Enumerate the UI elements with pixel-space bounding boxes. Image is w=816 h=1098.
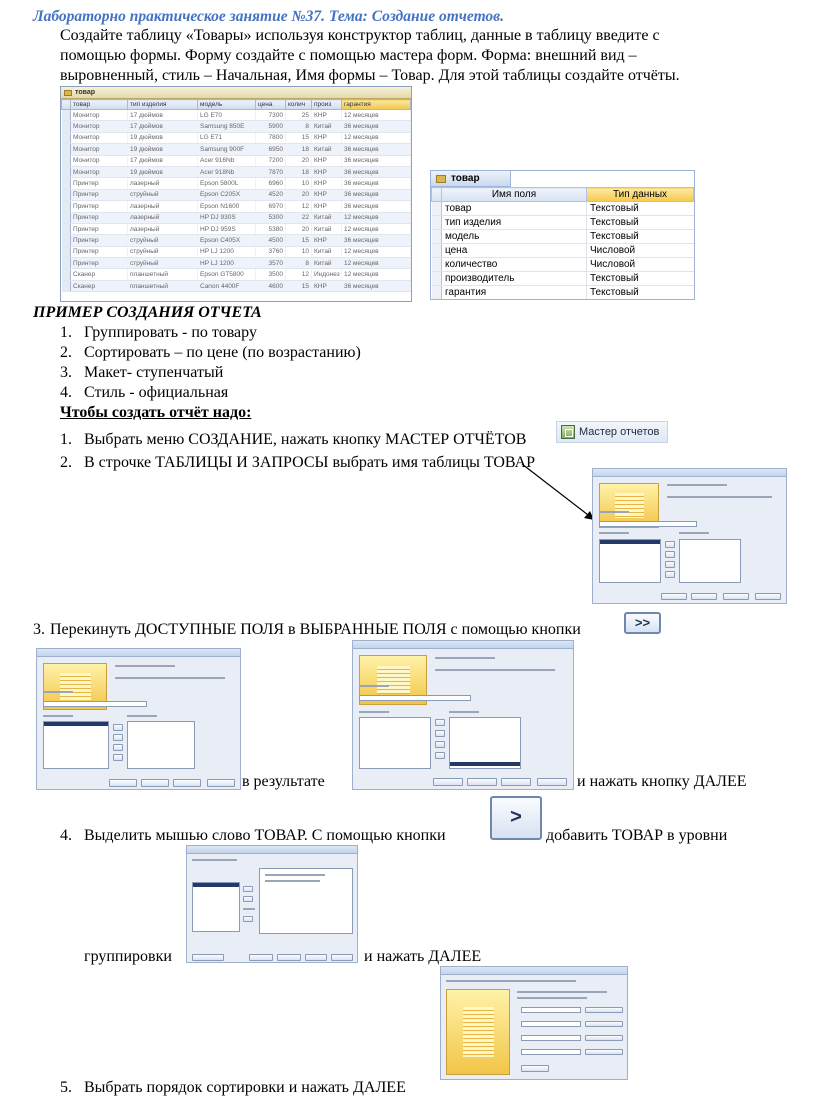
table-cell: 7870 bbox=[256, 166, 286, 177]
table-row bbox=[62, 189, 411, 200]
table-cell: Epson GT5800 bbox=[198, 269, 256, 280]
table-cell: 7300 bbox=[256, 110, 286, 121]
example-heading: ПРИМЕР СОЗДАНИЯ ОТЧЕТА bbox=[33, 304, 262, 321]
table-cell: Китай bbox=[312, 246, 342, 257]
table-cell: Принтер bbox=[71, 235, 128, 246]
col-header: Тип данных bbox=[587, 188, 694, 202]
field-name-cell: товар bbox=[442, 202, 587, 216]
col-header: тип изделия bbox=[128, 100, 198, 110]
table-cell: Samsung 850E bbox=[198, 121, 256, 132]
field-name-cell: тип изделия bbox=[442, 216, 587, 230]
table-cell: 25 bbox=[286, 110, 312, 121]
data-type-cell: Числовой bbox=[587, 258, 694, 272]
field-name-cell: цена bbox=[442, 244, 587, 258]
table-cell: лазерный bbox=[128, 212, 198, 223]
table-cell: лазерный bbox=[128, 223, 198, 234]
sorting-dialog bbox=[440, 966, 628, 1080]
data-type-cell: Текстовый bbox=[587, 216, 694, 230]
table-cell: HP DJ 930S bbox=[198, 212, 256, 223]
table-row bbox=[62, 223, 411, 234]
table-cell: LG E71 bbox=[198, 132, 256, 143]
data-type-cell: Текстовый bbox=[587, 230, 694, 244]
table-cell: Acer 916Nb bbox=[198, 155, 256, 166]
table-row bbox=[62, 121, 411, 132]
table-cell: 19 дюймов bbox=[128, 132, 198, 143]
table-row bbox=[432, 244, 694, 258]
field-name-cell: модель bbox=[442, 230, 587, 244]
table-cell: КНР bbox=[312, 132, 342, 143]
table-cell: 4500 bbox=[256, 235, 286, 246]
table-cell: Принтер bbox=[71, 212, 128, 223]
table-cell: Принтер bbox=[71, 189, 128, 200]
table-cell: КНР bbox=[312, 166, 342, 177]
table-cell: 4600 bbox=[256, 280, 286, 291]
table-cell: Принтер bbox=[71, 258, 128, 269]
table-cell: 6970 bbox=[256, 201, 286, 212]
step-4-group: группировки bbox=[84, 948, 172, 965]
pointer-arrow-icon bbox=[520, 462, 600, 526]
table-cell: Epson N1600 bbox=[198, 201, 256, 212]
table-cell: Samsung 900F bbox=[198, 144, 256, 155]
example-item: 1. Группировать - по товару bbox=[60, 324, 257, 341]
table-cell: Принтер bbox=[71, 246, 128, 257]
table-cell: 20 bbox=[286, 155, 312, 166]
table-cell: LG E70 bbox=[198, 110, 256, 121]
table-cell: струйный bbox=[128, 189, 198, 200]
table-cell: 36 месяцев bbox=[342, 166, 411, 177]
table-cell: 20 bbox=[286, 223, 312, 234]
report-wizard-dialog bbox=[592, 468, 787, 604]
table-row bbox=[62, 280, 411, 291]
example-item: 3. Макет- ступенчатый bbox=[60, 364, 224, 381]
report-wizard-button[interactable]: Мастер отчетов bbox=[556, 421, 668, 443]
table-row bbox=[62, 178, 411, 189]
step-3: 3. Перекинуть ДОСТУПНЫЕ ПОЛЯ в ВЫБРАННЫЕ ПОЛЯ с помощью кнопки bbox=[33, 621, 581, 638]
table-cell: Acer 918Nb bbox=[198, 166, 256, 177]
wizard-dialog-before bbox=[36, 648, 241, 790]
table-row bbox=[62, 235, 411, 246]
table-cell: Индонез bbox=[312, 269, 342, 280]
design-table bbox=[431, 187, 694, 300]
table-cell: Монитор bbox=[71, 144, 128, 155]
report-wizard-icon bbox=[561, 425, 575, 439]
table-cell: 12 месяцев bbox=[342, 258, 411, 269]
col-header: модель bbox=[198, 100, 256, 110]
table-cell: лазерный bbox=[128, 201, 198, 212]
table-cell: 3570 bbox=[256, 258, 286, 269]
table-cell: 36 месяцев bbox=[342, 201, 411, 212]
table-cell: КНР bbox=[312, 235, 342, 246]
table-cell: 12 месяцев bbox=[342, 269, 411, 280]
table-cell: HP LJ 1200 bbox=[198, 246, 256, 257]
table-cell: Epson 5800L bbox=[198, 178, 256, 189]
table-cell: 6960 bbox=[256, 178, 286, 189]
table-cell: Монитор bbox=[71, 110, 128, 121]
howto-heading: Чтобы создать отчёт надо: bbox=[60, 404, 252, 421]
col-header: цена bbox=[256, 100, 286, 110]
data-type-cell: Текстовый bbox=[587, 286, 694, 300]
table-row bbox=[62, 166, 411, 177]
table-cell: КНР bbox=[312, 178, 342, 189]
table-cell: Epson C405X bbox=[198, 235, 256, 246]
step-3-next: и нажать кнопку ДАЛЕЕ bbox=[577, 773, 747, 790]
col-header: гарантия bbox=[342, 100, 411, 110]
table-row bbox=[432, 272, 694, 286]
table-cell: 5900 bbox=[256, 121, 286, 132]
datasheet-table bbox=[61, 99, 411, 292]
table-cell: 10 bbox=[286, 246, 312, 257]
page-title: Лабораторно практическое занятие №37. Тема: Создание отчетов. bbox=[33, 8, 504, 25]
field-name-cell: гарантия bbox=[442, 286, 587, 300]
step-1: 1. Выбрать меню СОЗДАНИЕ, нажать кнопку МАСТЕР ОТЧЁТОВ bbox=[60, 431, 527, 448]
table-cell: Китай bbox=[312, 121, 342, 132]
table-cell: 3760 bbox=[256, 246, 286, 257]
table-cell: лазерный bbox=[128, 178, 198, 189]
datasheet-screenshot bbox=[60, 86, 412, 302]
table-row bbox=[62, 110, 411, 121]
table-cell: 19 дюймов bbox=[128, 166, 198, 177]
table-cell: струйный bbox=[128, 246, 198, 257]
table-cell: 12 месяцев bbox=[342, 223, 411, 234]
table-row bbox=[432, 216, 694, 230]
data-type-cell: Текстовый bbox=[587, 202, 694, 216]
table-cell: Китай bbox=[312, 212, 342, 223]
table-cell: 12 месяцев bbox=[342, 246, 411, 257]
table-cell: 17 дюймов bbox=[128, 121, 198, 132]
table-cell: 12 месяцев bbox=[342, 110, 411, 121]
table-cell: струйный bbox=[128, 258, 198, 269]
col-header: товар bbox=[71, 100, 128, 110]
table-cell: 19 дюймов bbox=[128, 144, 198, 155]
table-cell: 8 bbox=[286, 258, 312, 269]
intro-paragraph bbox=[60, 26, 760, 86]
table-cell: 36 месяцев bbox=[342, 178, 411, 189]
step-4: 4. Выделить мышью слово ТОВАР. С помощью кнопки bbox=[60, 827, 446, 844]
table-cell: 8 bbox=[286, 121, 312, 132]
grouping-dialog bbox=[186, 845, 358, 963]
field-name-cell: производитель bbox=[442, 272, 587, 286]
table-cell: 7800 bbox=[256, 132, 286, 143]
table-cell: Epson C205X bbox=[198, 189, 256, 200]
table-cell: 18 bbox=[286, 166, 312, 177]
step-5: 5. Выбрать порядок сортировки и нажать ДАЛЕЕ bbox=[60, 1079, 406, 1096]
example-item: 2. Сортировать – по цене (по возрастанию) bbox=[60, 344, 361, 361]
table-cell: Принтер bbox=[71, 223, 128, 234]
table-cell: 10 bbox=[286, 178, 312, 189]
table-cell: планшетный bbox=[128, 269, 198, 280]
add-group-level-button[interactable]: > bbox=[490, 796, 542, 840]
intro-line: выровненный, стиль – Начальная, Имя формы – Товар. Для этой таблицы создайте отчёты. bbox=[60, 67, 680, 84]
table-cell: струйный bbox=[128, 235, 198, 246]
table-row bbox=[62, 269, 411, 280]
example-item: 4. Стиль - официальная bbox=[60, 384, 229, 401]
table-row bbox=[62, 212, 411, 223]
table-cell: 17 дюймов bbox=[128, 155, 198, 166]
col-header: колич bbox=[286, 100, 312, 110]
table-cell: 12 bbox=[286, 201, 312, 212]
table-row bbox=[62, 201, 411, 212]
table-cell: Монитор bbox=[71, 132, 128, 143]
table-cell: 12 месяцев bbox=[342, 132, 411, 143]
wizard-dialog-after bbox=[352, 640, 574, 790]
table-cell: 15 bbox=[286, 280, 312, 291]
table-cell: 6950 bbox=[256, 144, 286, 155]
table-cell: КНР bbox=[312, 155, 342, 166]
table-cell: Canon 4400F bbox=[198, 280, 256, 291]
table-cell: Сканер bbox=[71, 269, 128, 280]
intro-line: Создайте таблицу «Товары» используя конструктор таблиц, данные в таблицу введите с bbox=[60, 27, 660, 44]
table-cell: Китай bbox=[312, 258, 342, 269]
table-cell: 36 месяцев bbox=[342, 144, 411, 155]
table-cell: КНР bbox=[312, 110, 342, 121]
table-cell: Китай bbox=[312, 144, 342, 155]
table-row bbox=[432, 202, 694, 216]
step-4-add: добавить ТОВАР в уровни bbox=[546, 827, 728, 844]
table-cell: 18 bbox=[286, 144, 312, 155]
table-row bbox=[432, 230, 694, 244]
table-cell: 3500 bbox=[256, 269, 286, 280]
table-cell: планшетный bbox=[128, 280, 198, 291]
table-cell: 36 месяцев bbox=[342, 121, 411, 132]
table-cell: 15 bbox=[286, 132, 312, 143]
design-tab: товар bbox=[431, 171, 511, 187]
table-row bbox=[62, 132, 411, 143]
table-row bbox=[432, 258, 694, 272]
table-row bbox=[432, 286, 694, 300]
step-4-next: и нажать ДАЛЕЕ bbox=[364, 948, 482, 965]
table-cell: Принтер bbox=[71, 201, 128, 212]
table-cell: КНР bbox=[312, 189, 342, 200]
table-row bbox=[62, 246, 411, 257]
table-cell: 36 месяцев bbox=[342, 189, 411, 200]
col-header: произ bbox=[312, 100, 342, 110]
intro-line: помощью формы. Форму создайте с помощью мастера форм. Форма: внешний вид – bbox=[60, 47, 637, 64]
table-cell: КНР bbox=[312, 280, 342, 291]
table-cell: 12 месяцев bbox=[342, 212, 411, 223]
table-cell: Монитор bbox=[71, 121, 128, 132]
table-cell: 17 дюймов bbox=[128, 110, 198, 121]
table-cell: Сканер bbox=[71, 280, 128, 291]
table-cell: 22 bbox=[286, 212, 312, 223]
data-type-cell: Текстовый bbox=[587, 272, 694, 286]
table-cell: Монитор bbox=[71, 166, 128, 177]
table-cell: 36 месяцев bbox=[342, 280, 411, 291]
table-cell: 5300 bbox=[256, 212, 286, 223]
table-row bbox=[62, 144, 411, 155]
data-type-cell: Числовой bbox=[587, 244, 694, 258]
table-icon bbox=[64, 90, 72, 96]
table-cell: HP LJ 1200 bbox=[198, 258, 256, 269]
table-cell: 20 bbox=[286, 189, 312, 200]
table-cell: 36 месяцев bbox=[342, 155, 411, 166]
step-3-result: в результате bbox=[242, 773, 325, 790]
table-cell: 4520 bbox=[256, 189, 286, 200]
field-name-cell: количество bbox=[442, 258, 587, 272]
table-cell: 15 bbox=[286, 235, 312, 246]
col-header: Имя поля bbox=[442, 188, 587, 202]
datasheet-tab: товар bbox=[61, 87, 411, 99]
step-2: 2. В строчке ТАБЛИЦЫ И ЗАПРОСЫ выбрать имя таблицы ТОВАР bbox=[60, 454, 536, 471]
table-cell: 36 месяцев bbox=[342, 235, 411, 246]
design-view-screenshot bbox=[430, 170, 695, 300]
table-icon bbox=[436, 175, 446, 183]
table-cell: Китай bbox=[312, 223, 342, 234]
table-cell: 5380 bbox=[256, 223, 286, 234]
table-row bbox=[62, 258, 411, 269]
table-cell: 7200 bbox=[256, 155, 286, 166]
table-cell: 12 bbox=[286, 269, 312, 280]
table-cell: Монитор bbox=[71, 155, 128, 166]
table-cell: Принтер bbox=[71, 178, 128, 189]
table-row bbox=[62, 155, 411, 166]
table-cell: КНР bbox=[312, 201, 342, 212]
table-cell: HP DJ 959S bbox=[198, 223, 256, 234]
move-all-fields-button[interactable]: >> bbox=[624, 612, 661, 634]
